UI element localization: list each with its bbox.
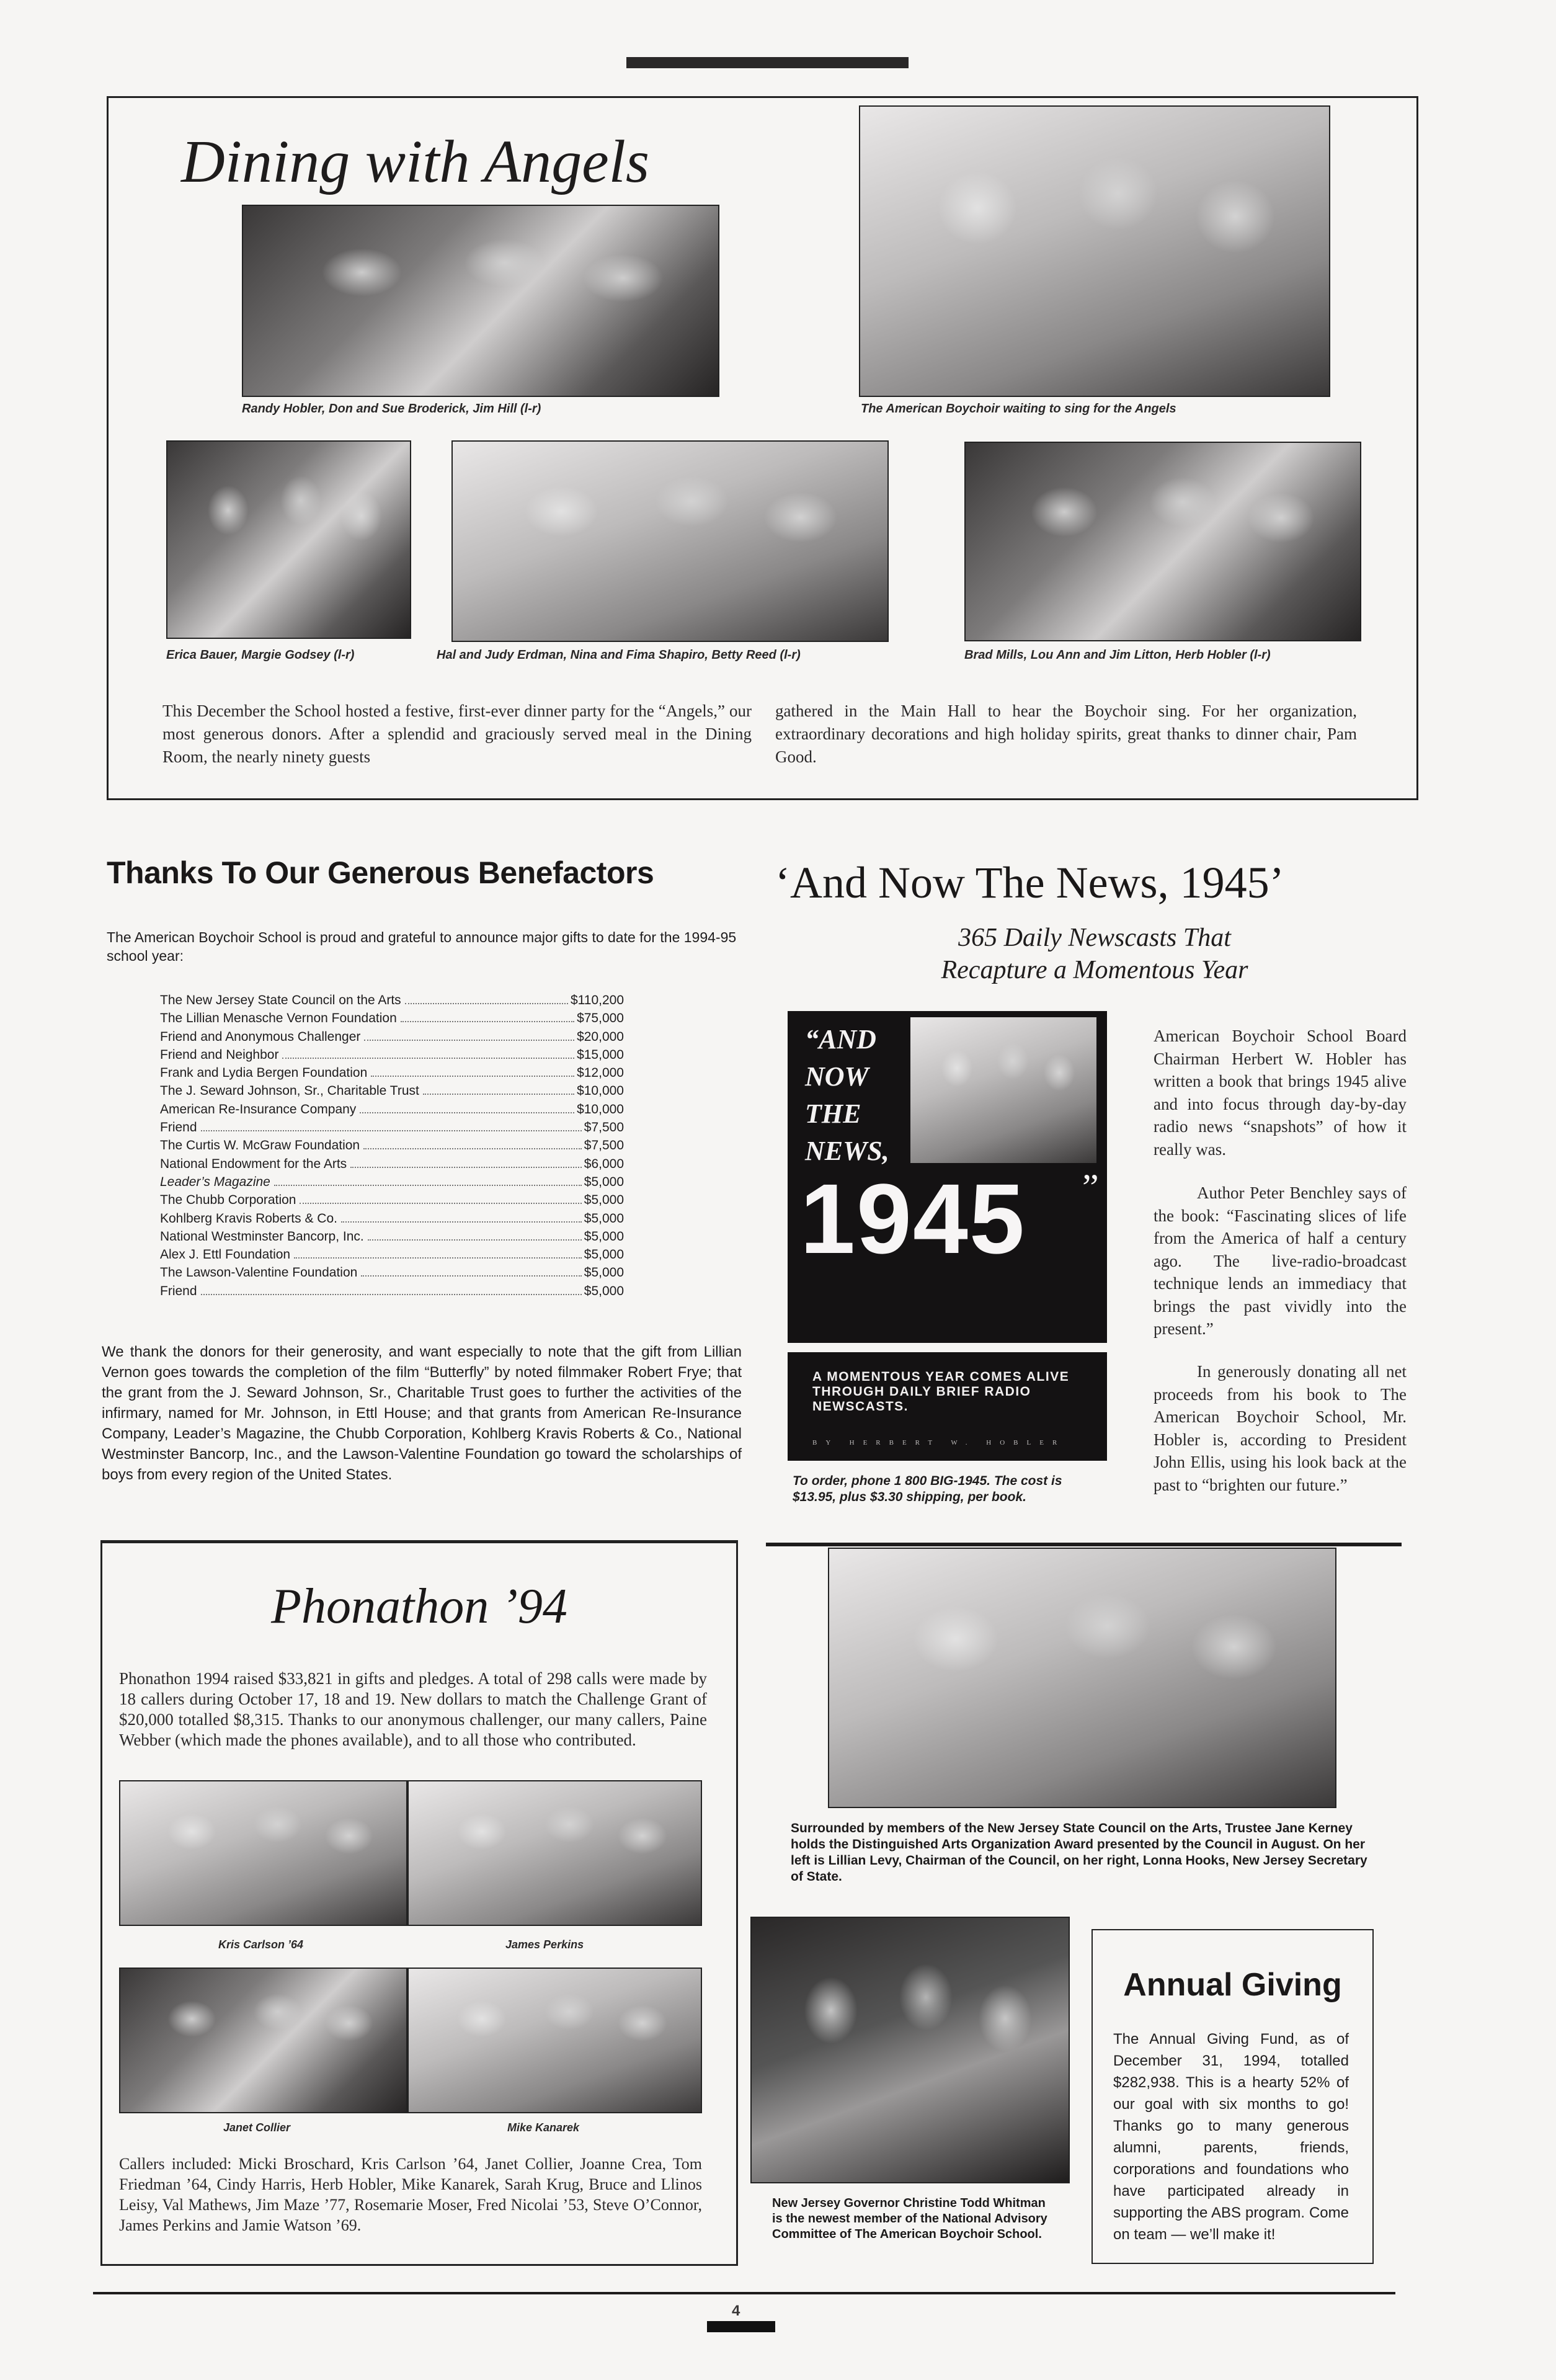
news-para-2: Author Peter Benchley says of the book: “Fascinating slices of life from the America of half a century ago. The live-radio-broadcast technique lends an immediacy that brings the past vividly into the present.” (1154, 1183, 1407, 1338)
leader-dots (364, 1040, 574, 1041)
donor-row (160, 1173, 624, 1191)
donor-row (160, 991, 624, 1009)
book-cover-tagline: A MOMENTOUS YEAR COMES ALIVE THROUGH DAILY BRIEF RADIO NEWSCASTS. (812, 1370, 1070, 1414)
award-caption: Surrounded by members of the New Jersey State Council on the Arts, Trustee Jane Kerney holds the Distinguished Arts Organization Award presented by the Council in August. On her left is Lillian Levy, Chairman of the Council, on her right, Lonna Hooks, New Jersey Secretary of State. (791, 1821, 1367, 1884)
page-number: 4 (732, 2302, 740, 2319)
book-order-info: To order, phone 1 800 BIG-1945. The cost is $13.95, plus $3.30 shipping, per book. (793, 1474, 1062, 1504)
donor-name: The Lawson-Valentine Foundation (160, 1265, 358, 1280)
donor-name: Alex J. Ettl Foundation (160, 1247, 291, 1262)
benefactors-title: Thanks To Our Generous Benefactors (107, 855, 654, 890)
footer-rule (93, 2292, 1395, 2294)
donor-row (160, 1046, 624, 1064)
phonathon-photo-mike-kanarek (407, 1968, 702, 2113)
dining-body-right: gathered in the Main Hall to hear the Boychoir sing. For her organization, extraordinary decorations and high holiday spirits, great thanks to dinner chair, Pam Good. (775, 702, 1357, 766)
donor-name: Frank and Lydia Bergen Foundation (160, 1066, 368, 1081)
dining-photo-3-caption: Erica Bauer, Margie Godsey (l-r) (166, 648, 355, 662)
leader-dots (294, 1257, 582, 1259)
donor-amount: $10,000 (577, 1084, 624, 1099)
phonathon-photo-kris-carlson (119, 1780, 407, 1926)
donor-row (160, 1118, 624, 1136)
leader-dots (371, 1076, 574, 1077)
donor-amount: $75,000 (577, 1011, 624, 1026)
phonathon-photo-james-perkins (407, 1780, 702, 1926)
donor-row (160, 1100, 624, 1118)
footer-bar (707, 2321, 775, 2332)
award-top-rule (766, 1543, 1402, 1546)
leader-dots (201, 1294, 582, 1295)
donor-amount: $5,000 (584, 1211, 624, 1226)
donor-amount: $5,000 (584, 1247, 624, 1262)
phonathon-caption-james-perkins: James Perkins (505, 1938, 584, 1951)
news-para-3: In generously donating all net proceeds from his book to The American Boychoir School, Mr. Hobler is, according to President John Ellis, using his look back at the past to “brighten our future.” (1154, 1362, 1407, 1494)
donor-row (160, 1282, 624, 1300)
phonathon-caption-mike-kanarek: Mike Kanarek (507, 2121, 580, 2134)
donor-amount: $5,000 (584, 1193, 624, 1208)
news-subtitle-line1: 365 Daily Newscasts That (958, 924, 1231, 952)
donor-name: Kohlberg Kravis Roberts & Co. (160, 1211, 337, 1226)
donor-amount: $10,000 (577, 1102, 624, 1116)
donor-row (160, 1264, 624, 1281)
donor-name: National Westminster Bancorp, Inc. (160, 1229, 364, 1244)
donor-amount: $15,000 (577, 1047, 624, 1062)
annual-giving-body: The Annual Giving Fund, as of December 31, 1994, totalled $282,938. This is a hearty 52% of our goal with six months to go! Thanks go to many generous alumni, parents, friends, corporations and foundations who have participated already in supporting the ABS program. Come on team — we’ll make it! (1113, 2031, 1349, 2243)
leader-dots (368, 1239, 582, 1241)
phonathon-caption-janet-collier: Janet Collier (223, 2121, 291, 2134)
benefactors-closing (102, 1342, 742, 1485)
donor-name: National Endowment for the Arts (160, 1156, 347, 1171)
donor-amount: $5,000 (584, 1229, 624, 1244)
leader-dots (274, 1185, 582, 1186)
donor-list (160, 991, 624, 1300)
donor-row (160, 1064, 624, 1082)
annual-giving-title: Annual Giving (1123, 1967, 1342, 2003)
cover-word-the: THE (805, 1099, 861, 1129)
book-cover-photo (910, 1017, 1096, 1163)
dining-photo-5-caption: Brad Mills, Lou Ann and Jim Litton, Herb Hobler (l-r) (964, 648, 1271, 662)
donor-row (160, 1009, 624, 1027)
governor-photo (750, 1917, 1070, 2183)
leader-dots (401, 1021, 574, 1022)
news-para-1: American Boychoir School Board Chairman Herbert W. Hobler has written a book that brings 1945 alive and into focus through day-by-day radio news “snapshots” of how it really was. (1154, 1027, 1407, 1159)
leader-dots (282, 1058, 574, 1059)
leader-dots (423, 1094, 574, 1095)
governor-caption: New Jersey Governor Christine Todd Whitman is the newest member of the National Advisory Committee of The American Boychoir School. (772, 2196, 1047, 2241)
donor-amount: $5,000 (584, 1265, 624, 1280)
donor-name: Friend and Neighbor (160, 1047, 279, 1062)
phonathon-photo-janet-collier (119, 1968, 407, 2113)
donor-name: Leader’s Magazine (160, 1174, 270, 1189)
dining-photo-4-caption: Hal and Judy Erdman, Nina and Fima Shapiro, Betty Reed (l-r) (437, 648, 801, 662)
book-cover-close-quote: ” (1082, 1167, 1099, 1208)
benefactors-intro: The American Boychoir School is proud and grateful to announce major gifts to date for the 1994-95 school year: (107, 929, 737, 964)
donor-amount: $20,000 (577, 1029, 624, 1044)
news-subtitle-line2: Recapture a Momentous Year (941, 956, 1248, 984)
dining-photo-4 (451, 440, 889, 642)
dining-body-left: This December the School hosted a festive, first-ever dinner party for the “Angels,” our most generous donors. After a splendid and graciously served meal in the Dining Room, the nearly ninety guests (162, 702, 752, 766)
phonathon-body: Phonathon 1994 raised $33,821 in gifts and pledges. A total of 298 calls were made by 18 callers during October 17, 18 and 19. New dollars to match the Challenge Grant of $20,000 totalled $8,315. Thanks to our anonymous challenger, our many callers, Paine Webber (which made the phones available), and to all those who contributed. (119, 1669, 707, 1749)
donor-amount: $110,200 (570, 993, 624, 1007)
leader-dots (341, 1221, 582, 1223)
cover-word-news: NEWS, (805, 1136, 889, 1166)
donor-row (160, 1210, 624, 1228)
donor-row (160, 1136, 624, 1154)
donor-name: The J. Seward Johnson, Sr., Charitable Trust (160, 1084, 419, 1099)
dining-photo-1 (242, 205, 719, 397)
dining-photo-5 (964, 442, 1361, 641)
donor-name: The Lillian Menasche Vernon Foundation (160, 1011, 397, 1026)
donor-amount: $6,000 (584, 1156, 624, 1171)
donor-name: Friend (160, 1283, 197, 1298)
phonathon-callers: Callers included: Micki Broschard, Kris Carlson ’64, Janet Collier, Joanne Crea, Tom Friedman ’64, Cindy Harris, Herb Hobler, Mike Kanarek, Sarah Krug, Bruce and Llinos Leisy, Val Mathews, Jim Maze ’77, Rosemarie Moser, Fred Nicolai ’53, Steve O’Connor, James Perkins and Jamie Watson ’69. (119, 2155, 702, 2234)
news-title: ‘And Now The News, 1945’ (775, 858, 1284, 907)
donor-name: The Chubb Corporation (160, 1193, 296, 1208)
dining-photo-2 (859, 105, 1330, 397)
book-cover-year: 1945 (800, 1163, 1026, 1274)
leader-dots (363, 1148, 582, 1149)
dining-title: Dining with Angels (181, 128, 650, 195)
book-cover-words (805, 1021, 889, 1170)
dining-photo-2-caption: The American Boychoir waiting to sing for the Angels (861, 402, 1176, 416)
book-cover-byline: BY HERBERT W. HOBLER (812, 1439, 1066, 1446)
donor-name: The Curtis W. McGraw Foundation (160, 1138, 360, 1153)
donor-amount: $7,500 (584, 1138, 624, 1153)
leader-dots (405, 1003, 568, 1004)
dining-photo-1-caption: Randy Hobler, Don and Sue Broderick, Jim Hill (l-r) (242, 402, 541, 416)
donor-row (160, 1028, 624, 1046)
dining-photo-3 (166, 440, 411, 639)
phonathon-title: Phonathon ’94 (271, 1579, 567, 1634)
donor-name: American Re-Insurance Company (160, 1102, 357, 1116)
donor-amount: $5,000 (584, 1283, 624, 1298)
award-photo (828, 1548, 1336, 1808)
leader-dots (361, 1275, 581, 1277)
donor-amount: $7,500 (584, 1120, 624, 1135)
donor-amount: $12,000 (577, 1066, 624, 1081)
leader-dots (201, 1130, 582, 1131)
cover-word-now: NOW (805, 1061, 869, 1092)
donor-name: Friend (160, 1120, 197, 1135)
donor-name: The New Jersey State Council on the Arts (160, 993, 401, 1007)
book-cover-tagline-box (788, 1352, 1107, 1461)
benefactors-closing-text: We thank the donors for their generosity, and want especially to note that the gift from Lillian Vernon goes towards the completion of the film “Butterfly” by noted filmmaker Robert Frye; that the grant from the J. Seward Johnson, Sr., Charitable Trust goes to further the activities of the infirmary, named for Mr. Johnson, in Ettl House; and that grants from American Re-Insurance Company, Leader’s Magazine, the Chubb Corporation, Kohlberg Kravis Roberts & Co., National Westminster Bancorp, Inc., and the Lawson-Valentine Foundation go toward the scholarships of boys from every region of the United States. (102, 1344, 742, 1483)
donor-row (160, 1155, 624, 1173)
donor-amount: $5,000 (584, 1174, 624, 1189)
donor-row (160, 1246, 624, 1264)
leader-dots (350, 1167, 582, 1168)
top-rule-bar (626, 57, 909, 68)
phonathon-caption-kris-carlson: Kris Carlson ’64 (218, 1938, 304, 1951)
donor-row (160, 1082, 624, 1100)
cover-word-and: “AND (805, 1024, 876, 1054)
donor-row (160, 1228, 624, 1246)
donor-row (160, 1191, 624, 1209)
leader-dots (300, 1203, 581, 1204)
donor-name: Friend and Anonymous Challenger (160, 1029, 361, 1044)
leader-dots (360, 1112, 574, 1113)
